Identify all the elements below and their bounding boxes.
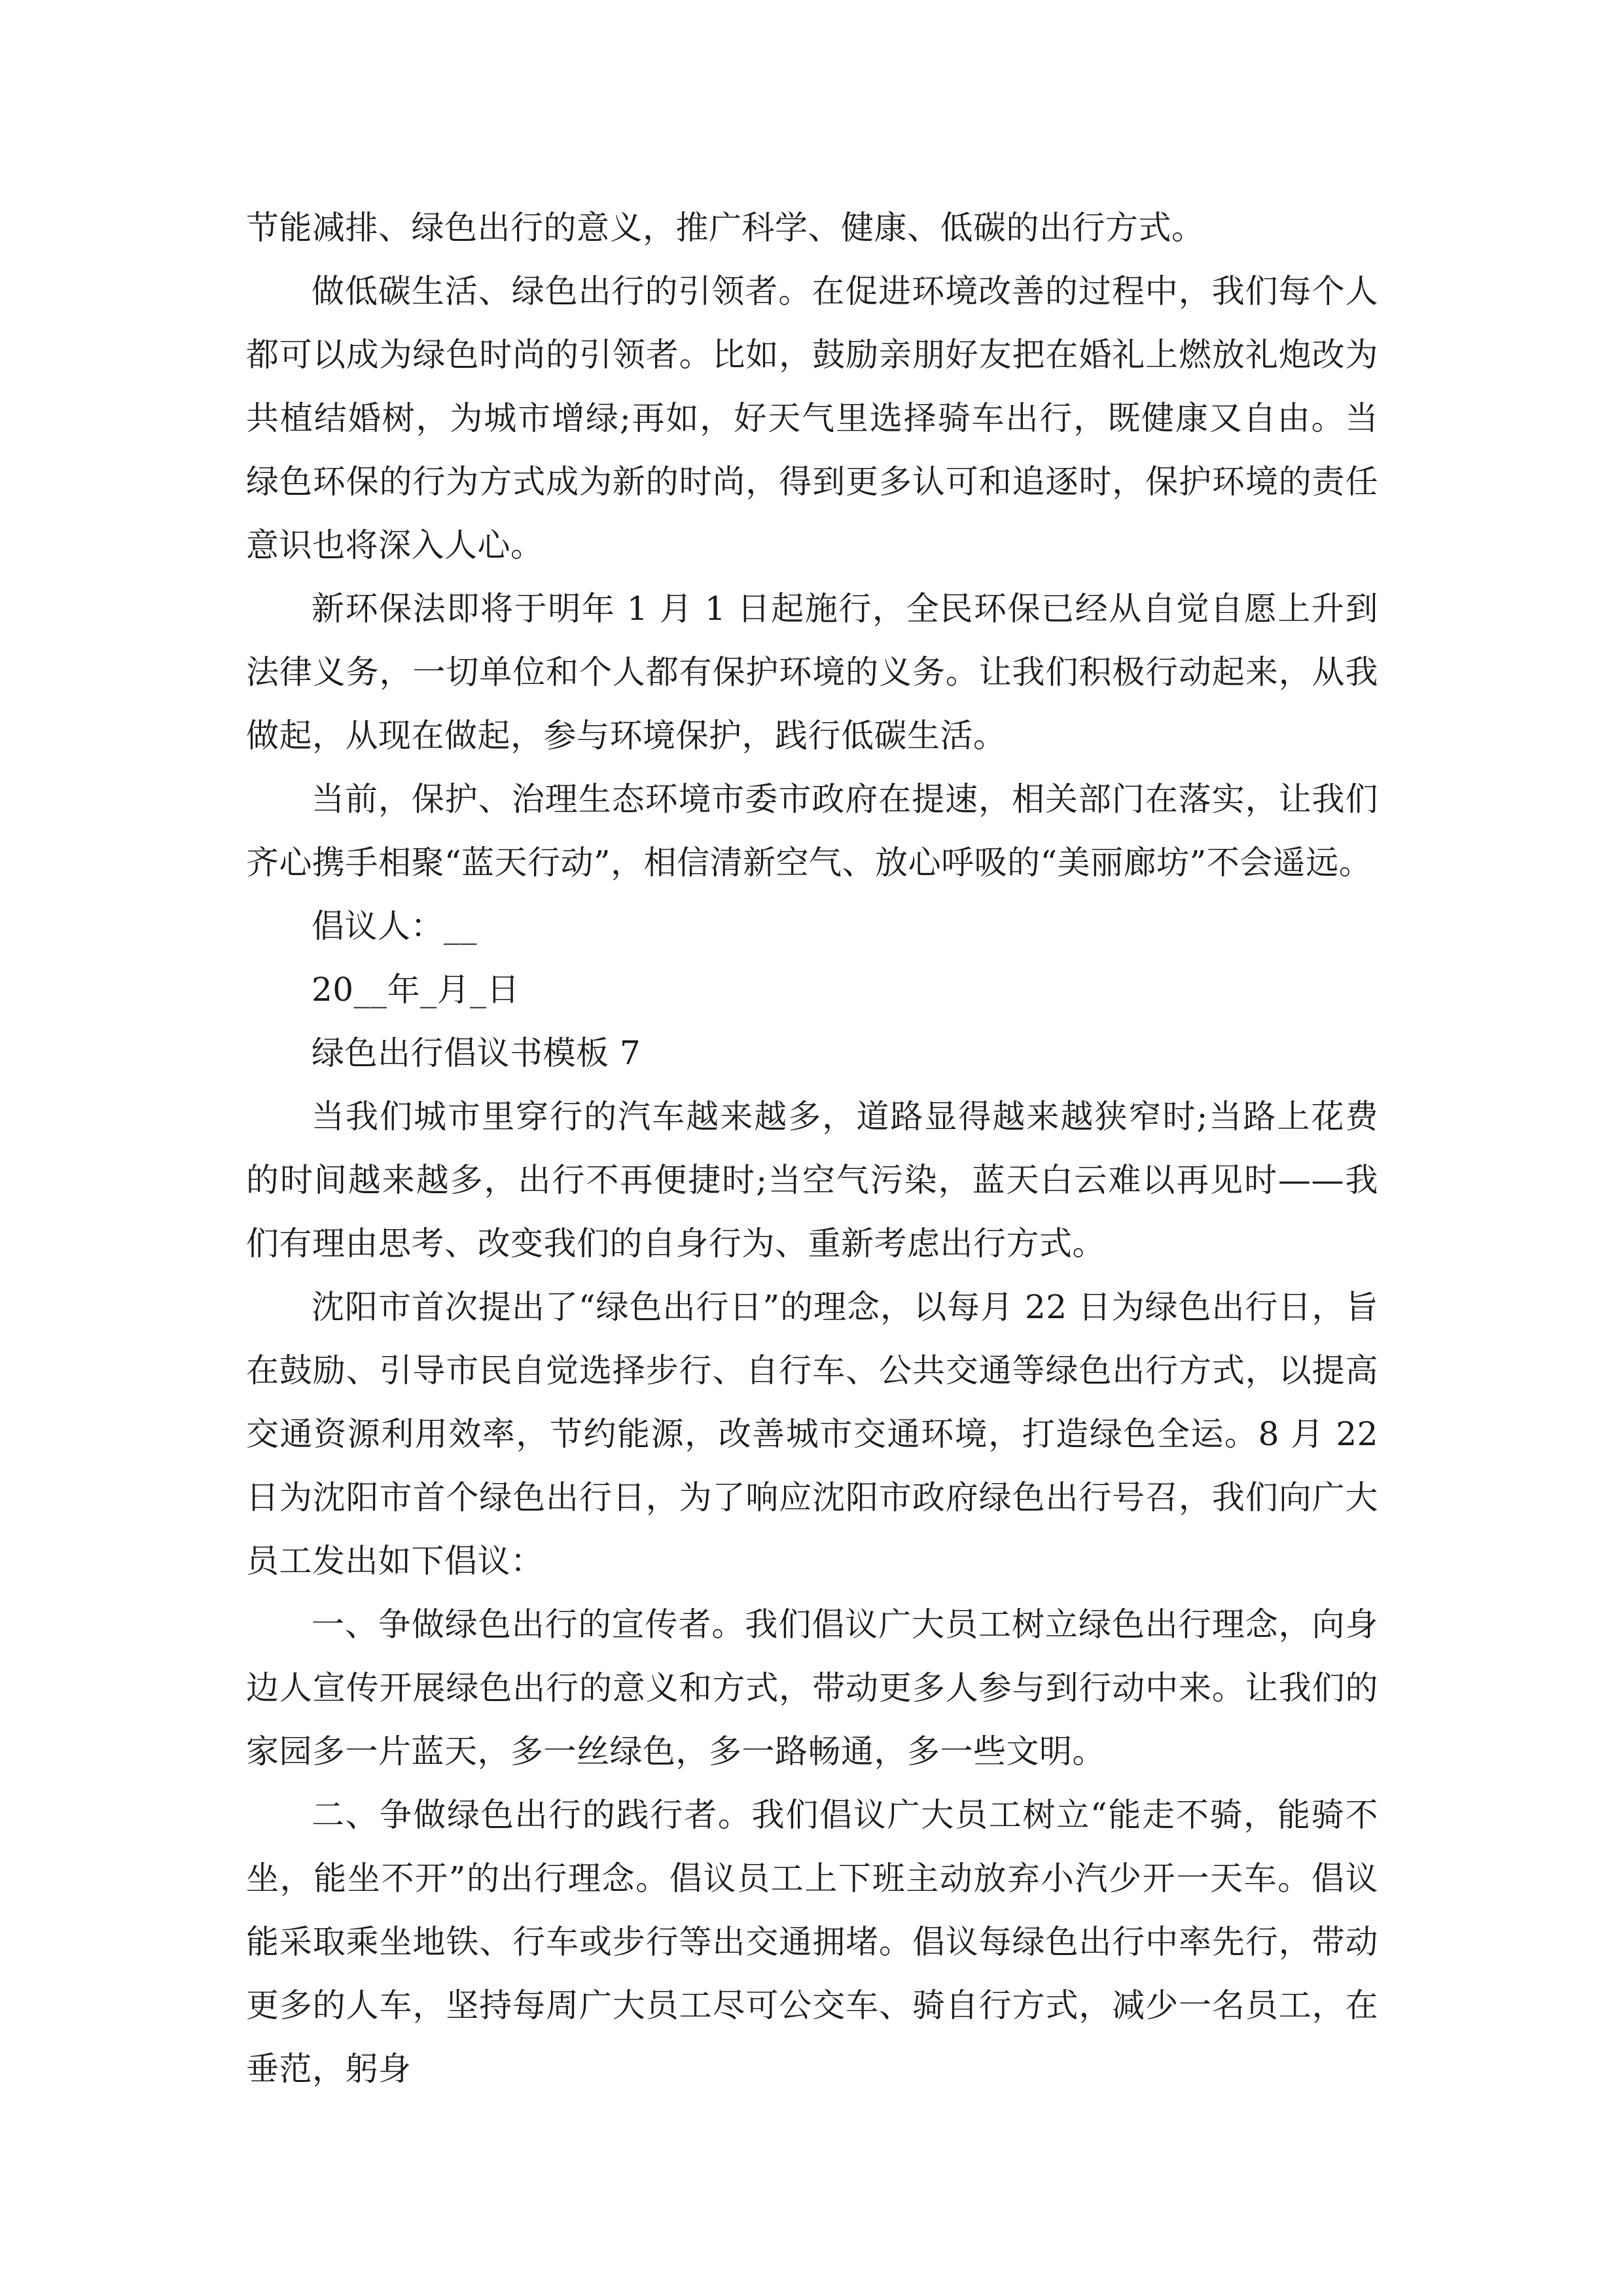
paragraph: 当我们城市里穿行的汽车越来越多，道路显得越来越狭窄时;当路上花费的时间越来越多，出行不再便捷时;当空气污染，蓝天白云难以再见时——我们有理由思考、改变我们的自身行为、重新考虑出行方式。: [246, 1098, 1378, 1263]
paragraph: 一、争做绿色出行的宣传者。我们倡议广大员工树立绿色出行理念，向身边人宣传开展绿色出行的意义和方式，带动更多人参与到行动中来。让我们的家园多一片蓝天，多一丝绿色，多一路畅通，多一些文明。: [246, 1605, 1378, 1770]
paragraph: 当前，保护、治理生态环境市委市政府在提速，相关部门在落实，让我们齐心携手相聚“蓝天行动”，相信清新空气、放心呼吸的“美丽廊坊”不会遥远。: [246, 780, 1378, 882]
proposer-line: 倡议人：__: [312, 907, 477, 945]
paragraph: 沈阳市首次提出了“绿色出行日”的理念，以每月 22 日为绿色出行日，旨在鼓励、引导市民自觉选择步行、自行车、公共交通等绿色出行方式，以提高交通资源利用效率，节约能源，改善城市交通环境，打造绿色全运。8 月 22 日为沈阳市首个绿色出行日，为了响应沈阳市政府绿色出行号召，我们向广大员工发出如下倡议：: [246, 1288, 1378, 1580]
date-line: 20__年_月_日: [312, 971, 520, 1009]
section-heading: 绿色出行倡议书模板 7: [312, 1034, 641, 1072]
paragraph: 新环保法即将于明年 1 月 1 日起施行，全民环保已经从自觉自愿上升到法律义务，一切单位和个人都有保护环境的义务。让我们积极行动起来，从我做起，从现在做起，参与环境保护，践行低碳生活。: [246, 590, 1378, 755]
paragraph: 节能减排、绿色出行的意义，推广科学、健康、低碳的出行方式。: [246, 209, 1205, 247]
paragraph: 做低碳生活、绿色出行的引领者。在促进环境改善的过程中，我们每个人都可以成为绿色时尚的引领者。比如，鼓励亲朋好友把在婚礼上燃放礼炮改为共植结婚树，为城市增绿;再如，好天气里选择骑车出行，既健康又自由。当绿色环保的行为方式成为新的时尚，得到更多认可和追逐时，保护环境的责任意识也将深入人心。: [246, 272, 1378, 564]
document-body: [246, 196, 1378, 2101]
paragraph: 二、争做绿色出行的践行者。我们倡议广大员工树立“能走不骑，能骑不坐，能坐不开”的出行理念。倡议员工上下班主动放弃小汽少开一天车。倡议能采取乘坐地铁、行车或步行等出交通拥堵。倡议每绿色出行中率先行，带动更多的人车，坚持每周广大员工尽可公交车、骑自行方式，减少一名员工，在垂范，躬身: [246, 1796, 1378, 2088]
